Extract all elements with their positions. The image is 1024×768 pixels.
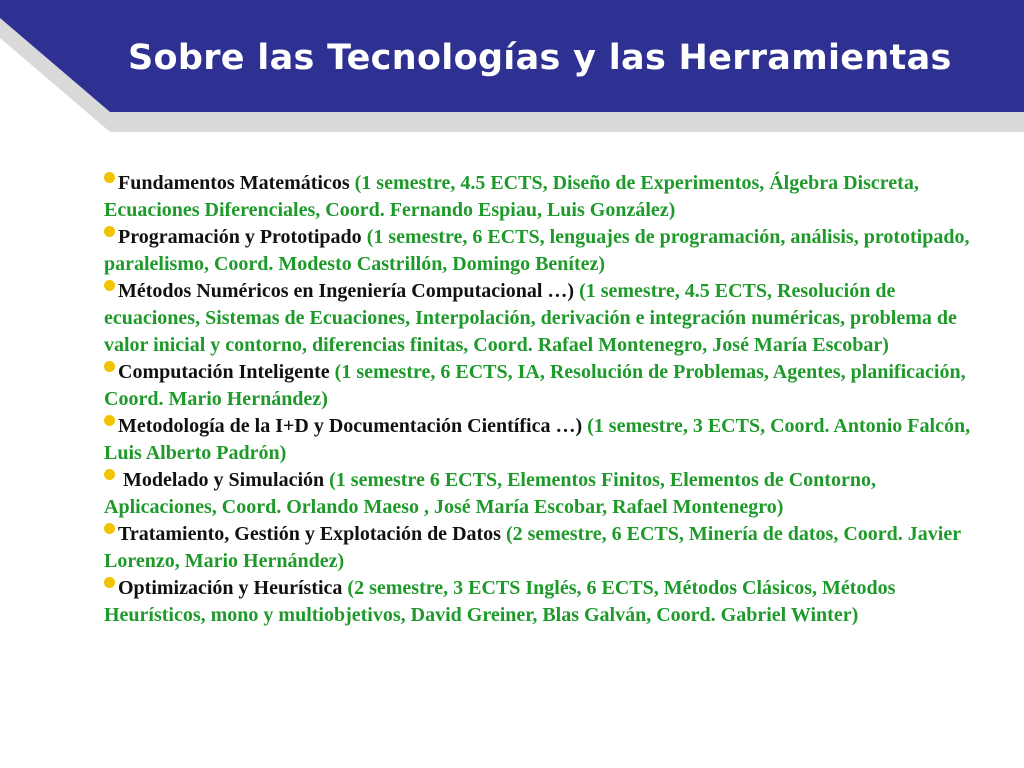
course-detail: (1 semestre, 6 ECTS, IA, Resolución de Problemas, Agentes, planificación, Coord. Mario Hernández) <box>104 361 966 410</box>
course-detail: (1 semestre, 6 ECTS, lenguajes de programación, análisis, prototipado, paralelismo, Coord. Modesto Castrillón, Domingo Benítez) <box>104 226 970 275</box>
bullet-dot-icon <box>104 226 115 237</box>
course-item-tratamiento-datos <box>104 521 984 575</box>
course-name: Programación y Prototipado <box>118 226 362 248</box>
course-name: Métodos Numéricos en Ingeniería Computacional …) <box>118 280 575 302</box>
course-item-metodos-numericos <box>104 278 984 359</box>
slide-title: Sobre las Tecnologías y las Herramientas <box>128 38 952 78</box>
bullet-dot-icon <box>104 469 115 480</box>
course-name: Fundamentos Matemáticos <box>118 172 350 194</box>
course-detail: (1 semestre, 4.5 ECTS, Resolución de ecuaciones, Sistemas de Ecuaciones, Interpolación, derivación e integración numéricas, problema de valor inicial y contorno, diferencias finitas, Coord. Rafael Montenegro, José María Escobar) <box>104 280 957 356</box>
course-name: Tratamiento, Gestión y Explotación de Datos <box>118 523 501 545</box>
course-detail: (1 semestre, 3 ECTS, Coord. Antonio Falcón, Luis Alberto Padrón) <box>104 415 971 464</box>
course-item-computacion-inteligente <box>104 359 984 413</box>
bullet-dot-icon <box>104 280 115 291</box>
course-detail: (1 semestre, 4.5 ECTS, Diseño de Experimentos, Álgebra Discreta, Ecuaciones Diferenciales, Coord. Fernando Espiau, Luis González) <box>104 172 919 221</box>
bullet-dot-icon <box>104 415 115 426</box>
course-detail: (2 semestre, 6 ECTS, Minería de datos, Coord. Javier Lorenzo, Mario Hernández) <box>104 523 961 572</box>
course-item-programacion <box>104 224 984 278</box>
course-detail: (2 semestre, 3 ECTS Inglés, 6 ECTS, Métodos Clásicos, Métodos Heurísticos, mono y multiobjetivos, David Greiner, Blas Galván, Coord. Gabriel Winter) <box>104 577 896 626</box>
course-item-fundamentos <box>104 170 984 224</box>
course-name: Modelado y Simulación <box>118 469 325 491</box>
bullet-dot-icon <box>104 577 115 588</box>
course-name: Computación Inteligente <box>118 361 330 383</box>
bullet-dot-icon <box>104 361 115 372</box>
course-name: Metodología de la I+D y Documentación Científica …) <box>118 415 583 437</box>
bullet-dot-icon <box>104 172 115 183</box>
course-detail: (1 semestre 6 ECTS, Elementos Finitos, Elementos de Contorno, Aplicaciones, Coord. Orlando Maeso , José María Escobar, Rafael Montenegro) <box>104 469 876 518</box>
course-item-metodologia <box>104 413 984 467</box>
course-item-modelado <box>104 467 984 521</box>
bullet-dot-icon <box>104 523 115 534</box>
course-item-optimizacion <box>104 575 984 629</box>
course-list <box>104 170 984 629</box>
course-name: Optimización y Heurística <box>118 577 343 599</box>
